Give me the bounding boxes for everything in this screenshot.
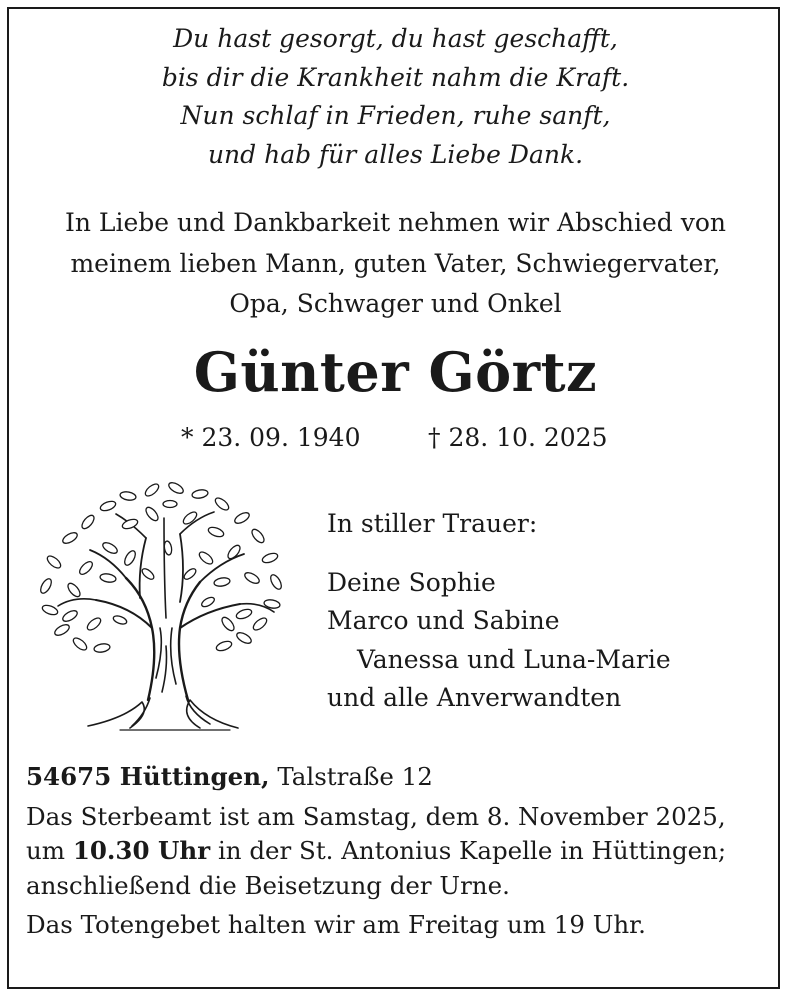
mourners-heading: In stiller Trauer: [327, 509, 538, 538]
prayer-line: Das Totengebet halten wir am Freitag um 19 Uhr. [26, 910, 646, 939]
mourner-name: und alle Anverwandten [327, 683, 622, 712]
intro-line: meinem lieben Mann, guten Vater, Schwiegervater, [70, 248, 721, 278]
service-line-suffix: in der St. Antonius Kapelle in Hüttingen; [210, 836, 727, 865]
service-line-prefix: um [26, 836, 73, 865]
memorial-poem [0, 20, 791, 174]
address-city: 54675 Hüttingen, [26, 762, 270, 791]
mourners-list [327, 505, 671, 718]
service-info [26, 760, 766, 943]
family-address [26, 760, 766, 795]
intro-line: Opa, Schwager und Onkel [229, 289, 562, 318]
intro-line: In Liebe und Dankbarkeit nehmen wir Abschied von [64, 208, 727, 237]
farewell-intro [0, 203, 791, 325]
service-line: Das Sterbeamt ist am Samstag, dem 8. November 2025, [26, 801, 726, 831]
mourner-name: Deine Sophie [327, 567, 496, 597]
tree-illustration-icon [30, 478, 292, 740]
deceased-name: Günter Görtz [193, 340, 598, 404]
poem-line: und hab für alles Liebe Dank. [207, 139, 584, 169]
address-street: Talstraße 12 [277, 762, 433, 791]
poem-line: Du hast gesorgt, du hast geschafft, [173, 24, 618, 53]
service-line [26, 834, 766, 869]
poem-line: bis dir die Krankheit nahm die Kraft. [161, 62, 630, 92]
service-line: anschließend die Beisetzung der Urne. [26, 870, 510, 900]
mourner-name: Vanessa und Luna-Marie [357, 644, 671, 674]
service-time: 10.30 Uhr [72, 836, 211, 865]
mourner-name: Marco und Sabine [327, 606, 560, 635]
birth-date: * 23. 09. 1940 [181, 423, 361, 452]
death-date: † 28. 10. 2025 [428, 423, 608, 452]
poem-line: Nun schlaf in Frieden, ruhe sanft, [180, 101, 611, 130]
